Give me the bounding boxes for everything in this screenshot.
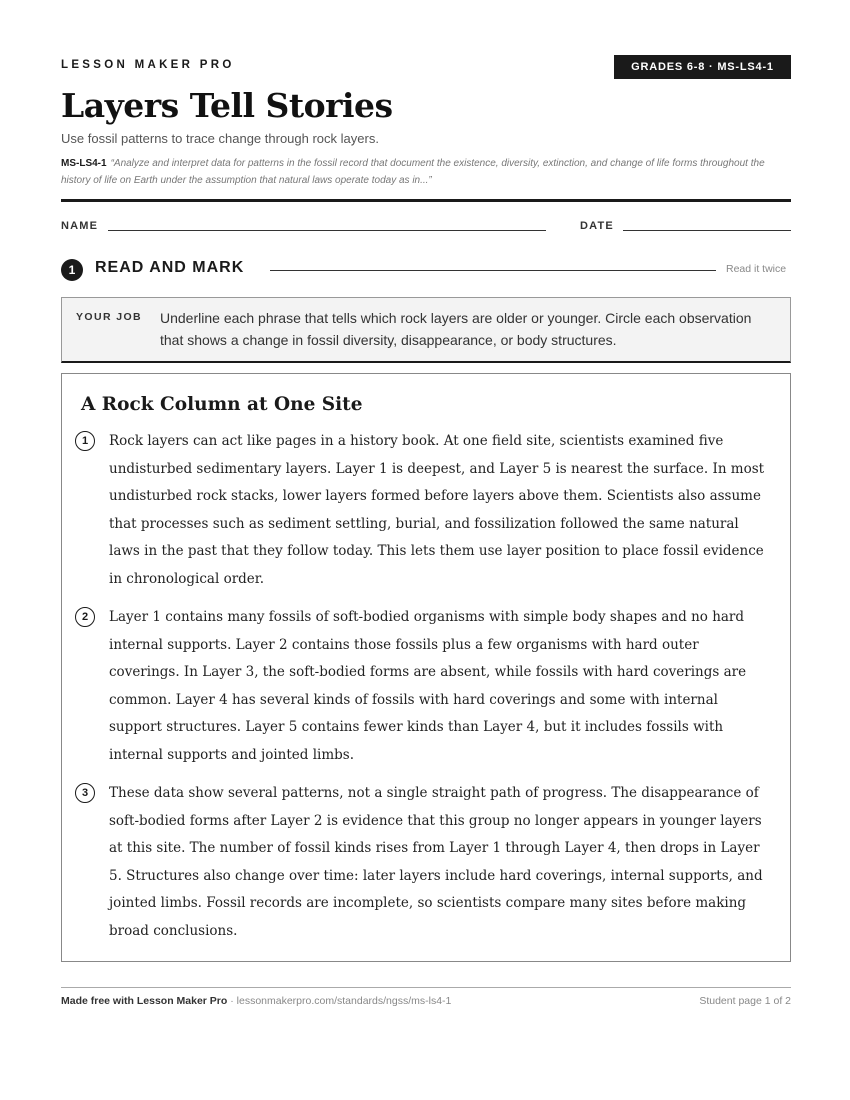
brand-name: LESSON MAKER PRO	[61, 59, 235, 71]
name-field[interactable]	[108, 230, 546, 231]
grade-badge: GRADES 6-8 · MS-LS4-1	[614, 55, 791, 79]
reading-title: A Rock Column at One Site	[81, 394, 363, 415]
name-label: NAME	[61, 220, 99, 232]
footer-page-number: Student page 1 of 2	[699, 995, 791, 1007]
date-field[interactable]	[623, 230, 791, 231]
footer-credit	[61, 995, 451, 1007]
standard-statement	[61, 155, 791, 189]
footer-divider	[61, 987, 791, 988]
page-subtitle: Use fossil patterns to trace change through rock layers.	[61, 131, 379, 146]
section-title: READ AND MARK	[95, 259, 245, 276]
your-job-box	[61, 297, 791, 363]
section-number-badge: 1	[61, 259, 83, 281]
page-title: Layers Tell Stories	[61, 86, 393, 125]
paragraph-number-3: 3	[75, 783, 95, 803]
paragraph-text-3: These data show several patterns, not a single straight path of progress. The disappearance of soft-bodied forms after Layer 2 is evidence that this group no longer appears in younger layers at this site. The number of fossil kinds rises from Layer 1 through Layer 4, then drops in Layer 5. Structures also change over time: later layers include hard coverings, internal supports, and jointed limbs. Fossil records are incomplete, so scientists compare many sites before making broad conclusions.	[109, 785, 763, 939]
section-hint: Read it twice	[726, 263, 787, 275]
paragraph-number-2: 2	[75, 607, 95, 627]
footer-url[interactable]: · lessonmakerpro.com/standards/ngss/ms-ls4-1	[227, 995, 452, 1007]
standard-text: “Analyze and interpret data for patterns in the fossil record that document the existence, diversity, extinction, and change of life forms throughout the history of life on Earth under the assumption that natural laws operate today as in...”	[61, 158, 765, 186]
paragraph-text-1: Rock layers can act like pages in a history book. At one field site, scientists examined five undisturbed sedimentary layers. Layer 1 is deepest, and Layer 5 is nearest the surface. In most undisturbed rock stacks, lower layers formed before layers above them. Scientists also assume that processes such as sediment settling, burial, and fossilization followed the same natural laws in the past that they follow today. This lets them use layer position to place fossil evidence in chronological order.	[109, 433, 765, 587]
your-job-label: YOUR JOB	[76, 311, 143, 323]
header-divider	[61, 199, 791, 202]
paragraph-number-1: 1	[75, 431, 95, 451]
standard-code: MS-LS4-1	[61, 158, 107, 169]
paragraph-text-2: Layer 1 contains many fossils of soft-bodied organisms with simple body shapes and no hard internal supports. Layer 2 contains those fossils plus a few organisms with hard outer coverings. In Layer 3, the soft-bodied forms are absent, while fossils with hard coverings are common. Layer 4 has several kinds of fossils with hard coverings and some with internal support structures. Layer 5 contains fewer kinds than Layer 4, but it includes fossils with internal supports and jointed limbs.	[109, 609, 747, 763]
footer-made-with: Made free with Lesson Maker Pro	[61, 995, 228, 1007]
date-label: DATE	[580, 220, 614, 232]
reading-passage	[61, 373, 791, 962]
section-divider	[270, 270, 716, 271]
your-job-text: Underline each phrase that tells which rock layers are older or younger. Circle each observation that shows a change in fossil diversity, disappearance, or body structures.	[160, 310, 752, 348]
